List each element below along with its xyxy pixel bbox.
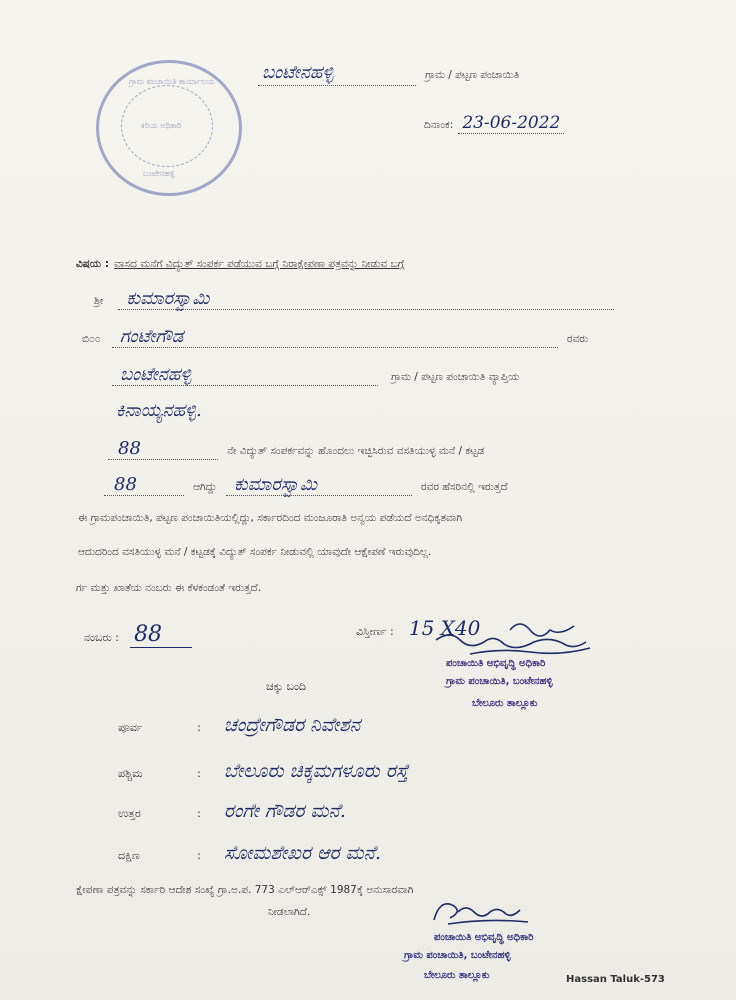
- village-name: ಬಂಟೇನಹಳ್ಳಿ: [112, 364, 378, 386]
- seal-text-bottom: ಬಂಟೇನಹಳ್ಳಿ: [143, 169, 175, 178]
- date-label: ದಿನಾಂಕ:: [424, 119, 454, 131]
- east-colon: :: [197, 721, 201, 734]
- shri-name: ಕುಮಾರಸ್ವಾಮಿ: [118, 288, 614, 310]
- body-para-2: ಆದುದರಿಂದ ವಸತಿಯುಳ್ಳ ಮನೆ / ಕಟ್ಟಡಕ್ಕೆ ವಿದ್ಯುತ್ ಸಂಪರ್ಕ ನೀಡುವಲ್ಲಿ ಯಾವುದೇ ಆಕ್ಷೇಪಣೆ ಇರುವುದಿಲ್ಲ.: [78, 546, 432, 558]
- seal-text-middle: ಕಿರಿಯ ಅಧಿಕಾರಿ: [141, 121, 182, 130]
- north-row: [118, 800, 346, 822]
- header-line: [258, 62, 519, 86]
- number-value: 88: [130, 622, 192, 648]
- number-label: ನಂಬರು :: [84, 631, 119, 644]
- sig1-taluk: ಬೇಲೂರು ತಾಲ್ಲೂಕು: [472, 698, 538, 709]
- west-colon: :: [197, 767, 201, 780]
- sig2-title: ಪಂಚಾಯಿತಿ ಅಭಿವೃದ್ಧಿ ಅಧಿಕಾರಿ: [434, 932, 534, 943]
- signature-1: [430, 616, 610, 662]
- house-line-1: [108, 438, 484, 460]
- body-para-1: ಈ ಗ್ರಾಮಪಂಚಾಯಿತಿ, ಪಟ್ಟಣ ಪಂಚಾಯಿತಿಯಲ್ಲಿದ್ದು, ಸರ್ಕಾರದಿಂದ ಮಂಜೂರಾತಿ ಅನ್ವಯ ಪಡೆಯದೆ ಅನಧಿಕೃತವಾಗಿ: [78, 512, 463, 524]
- seal-text-top: ಗ್ರಾಮ ಪಂಚಾಯಿತಿ ಕಾರ್ಯಾಲಯ: [129, 77, 215, 86]
- sig2-office: ಗ್ರಾಮ ಪಂಚಾಯಿತಿ, ಬಂಟೇನಹಳ್ಳಿ: [404, 950, 511, 961]
- boundaries-label: ಚಕ್ಕು ಬಂದಿ: [266, 680, 306, 693]
- village-line: [112, 364, 519, 386]
- body-para-3: ರ್ಗ ಮತ್ತು ಖಾತೆಯ ನಂಬರು ಈ ಕೆಳಕಂಡಂತೆ ಇರುತ್ತದೆ.: [76, 582, 262, 594]
- shri-line: [94, 288, 614, 310]
- south-value: ಸೋಮಶೇಖರ ಆರ ಮನೆ.: [223, 842, 382, 864]
- east-row: [118, 714, 360, 736]
- sig1-title: ಪಂಚಾಯಿತಿ ಅಭಿವೃದ್ಧಿ ಅಧಿಕಾರಿ: [446, 658, 546, 669]
- house-number-2: 88: [104, 474, 184, 496]
- father-line: [82, 326, 588, 348]
- official-seal: [96, 60, 242, 196]
- house-number-1: 88: [108, 438, 218, 460]
- aagiddu-label: ಆಗಿದ್ದು: [193, 481, 217, 493]
- number-line: [84, 622, 192, 647]
- subject-text: ವಾಸದ ಮನೆಗೆ ವಿದ್ಯುತ್ ಸಂಪರ್ಕ ಪಡೆಯುವ ಬಗ್ಗೆ ನಿರಾಕ್ಷೇಪಣಾ ಪತ್ರವನ್ನು ನೀಡುವ ಬಗ್ಗೆ: [114, 258, 405, 270]
- subject-label: ವಿಷಯ :: [76, 258, 110, 270]
- sig2-taluk: ಬೇಲೂರು ತಾಲ್ಲೂಕು: [424, 970, 490, 981]
- west-row: [118, 760, 408, 782]
- north-value: ರಂಗೇ ಗೌಡರ ಮನೆ.: [223, 800, 346, 822]
- footer-line-2: ನೀಡಲಾಗಿದೆ.: [268, 906, 311, 918]
- house-line-2-suffix: ರವರ ಹೆಸರಿನಲ್ಲಿ ಇರುತ್ತದೆ: [421, 481, 508, 493]
- south-colon: :: [197, 849, 201, 862]
- date-line: [424, 113, 564, 134]
- house-line-2: [104, 474, 508, 496]
- sig1-office: ಗ್ರಾಮ ಪಂಚಾಯಿತಿ, ಬಂಟೇನಹಳ್ಳಿ: [446, 676, 553, 687]
- header-village-name: ಬಂಟೇನಹಳ್ಳಿ: [258, 62, 416, 86]
- area-value: 15 X40: [408, 616, 481, 640]
- shri-label: ಶ್ರೀ: [94, 295, 104, 307]
- west-value: ಬೇಲೂರು ಚಿಕ್ಕಮಗಳೂರು ರಸ್ತೆ: [223, 760, 409, 782]
- east-label: ಪೂರ್ವ: [118, 721, 143, 734]
- father-name: ಗಂಟೇಗೌಡ: [112, 326, 558, 348]
- signature-2: [428, 894, 538, 930]
- ravaru-label: ರವರು: [567, 333, 589, 345]
- footer-line-1: ಕ್ಷೇಪಣಾ ಪತ್ರವನ್ನು ಸರ್ಕಾರಿ ಆದೇಶ ಸಂಖ್ಯೆ ಗ್ರಾ.ಅ.ಪ. 773 ಎಲ್‌ಆರ್‌ಎಕ್ಸ್ 1987ಕ್ಕೆ ಅನುಸಾರವಾಗಿ: [76, 884, 414, 896]
- south-label: ದಕ್ಷಿಣ: [118, 849, 140, 862]
- north-colon: :: [197, 807, 201, 820]
- north-label: ಉತ್ತರ: [118, 807, 141, 820]
- west-label: ಪಶ್ಚಿಮ: [118, 767, 143, 780]
- corner-stamp-text: Hassan Taluk-573: [566, 974, 665, 985]
- date-value: 23-06-2022: [458, 113, 564, 134]
- subject-line: [76, 252, 404, 271]
- header-gp-suffix: ಗ್ರಾಮ / ಪಟ್ಟಣ ಪಂಚಾಯಿತಿ: [425, 69, 520, 81]
- village-suffix: ಗ್ರಾಮ / ಪಟ್ಟಣ ಪಂಚಾಯಿತಿ ವ್ಯಾಪ್ತಿಯ: [391, 371, 520, 383]
- owner-name: ಕುಮಾರಸ್ವಾಮಿ: [226, 474, 412, 496]
- bin-label: ಬಿ೦೦: [82, 333, 101, 345]
- house-line-1-text: ನೇ ವಿದ್ಯುತ್ ಸಂಪರ್ಕವನ್ನು ಹೊಂದಲು ಇಚ್ಛಿಸಿರುವ ವಸತಿಯುಳ್ಳ ಮನೆ / ಕಟ್ಟಡ: [227, 445, 485, 457]
- hamlet-line: [116, 400, 202, 421]
- east-value: ಚಂದ್ರೇಗೌಡರ ನಿವೇಶನ: [223, 714, 361, 736]
- south-row: [118, 842, 381, 864]
- hamlet-name: ಕಿನಾಯ್ಯನಹಳ್ಳಿ.: [116, 400, 202, 421]
- area-label: ವಿಸ್ತೀರ್ಣ :: [356, 625, 394, 638]
